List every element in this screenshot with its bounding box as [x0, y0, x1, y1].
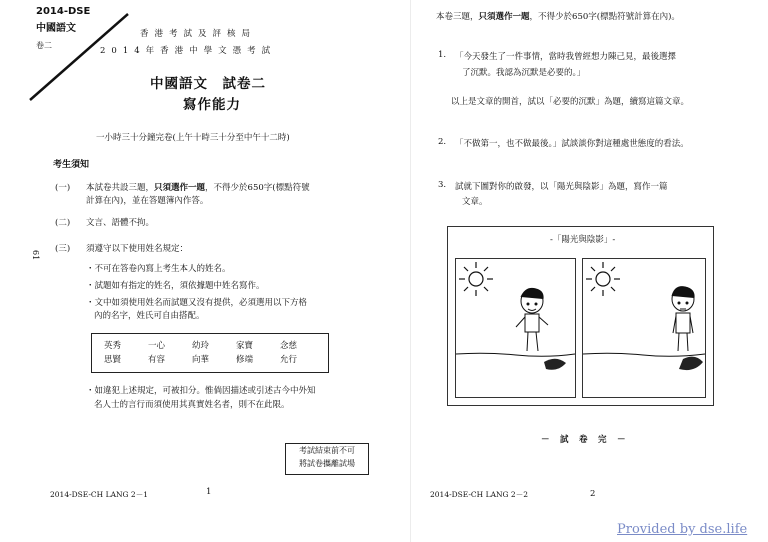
name-item: 有容 [148, 355, 166, 365]
names-grid [104, 339, 326, 365]
provided-by-link[interactable]: Provided by dse.life [617, 522, 748, 537]
shadow-shape [679, 357, 703, 370]
name-item: 一心 [148, 341, 166, 351]
cartoon-panel-sun [455, 258, 576, 398]
penalty-note-text: 如違犯上述規定，可被扣分。惟倘因描述或引述古今中外知 [94, 386, 316, 396]
question-3-line-1: 試就下圖對你的啟發，以「陽光與陰影」為題，寫作一篇 [455, 182, 668, 192]
instruction-1-line-2: 計算在內)，並在答題簿內作答。 [86, 196, 209, 206]
time-info: 一小時三十分鐘完卷(上午十時三十分至中午十二時) [96, 133, 290, 143]
rule-2-text: 試題如有指定的姓名，須依據題中姓名寫作。 [94, 281, 265, 291]
exam-name: 2014年香港中學文憑考試 [100, 46, 277, 56]
stamp-line-2: 將試卷攜離試場 [299, 459, 355, 468]
page-divider [410, 0, 411, 542]
cartoon-sun-scene [456, 259, 575, 397]
question-2-number: 2. [438, 137, 447, 147]
question-1-number: 1. [438, 50, 447, 60]
rule-3-continued: 內的名字，姓氏可自由搭配。 [94, 311, 205, 321]
subject-label: 中國語文 [36, 23, 76, 34]
instruction-3-text: 須遵守以下使用姓名規定： [86, 244, 189, 254]
name-item: 向華 [192, 355, 210, 365]
page-2-number: 2 [590, 489, 596, 499]
rule-2: ・試題如有指定的姓名，須依據題中姓名寫作。 [86, 281, 265, 291]
instruction-2-text: 文言、語體不拘。 [86, 218, 155, 228]
question-2-line-1: 「不做第一，也不做最後。」試談談你對這種處世態度的看法。 [455, 139, 689, 149]
instruction-1-line-1 [86, 181, 310, 193]
page-1-footer-code: 2014-DSE-CH LANG 2－1 [50, 490, 148, 499]
rule-1-text: 不可在答卷內寫上考生本人的姓名。 [94, 264, 231, 274]
paper-label: 卷二 [36, 41, 52, 50]
figure-caption: -「陽光與陰影」- [550, 235, 616, 245]
paper-title: 中國語文 試卷二 [150, 76, 266, 92]
question-3-number: 3. [438, 180, 447, 190]
name-item: 允行 [280, 355, 298, 365]
page-1-number: 1 [206, 487, 212, 497]
instructions-heading: 考生須知 [53, 160, 90, 170]
paper-subtitle: 寫作能力 [183, 97, 241, 113]
cartoon-shadow-scene [583, 259, 705, 397]
stamp-box [285, 443, 369, 475]
name-item: 念慈 [280, 341, 298, 351]
cartoon-panel-shadow [582, 258, 706, 398]
name-item: 家寶 [236, 341, 254, 351]
name-item: 修端 [236, 355, 254, 365]
rule-3-text: 文中如須使用姓名而試題又沒有提供，必須選用以下方格 [94, 298, 308, 308]
stamp-line-1: 考試結束前不可 [299, 446, 355, 455]
happy-child-figure [516, 288, 548, 351]
thoughtful-child-figure [672, 287, 694, 351]
instruction-1-text-pre: 本試卷共設三題， [86, 183, 155, 193]
question-3-line-2: 文章。 [462, 197, 488, 207]
name-item: 幼玲 [192, 341, 210, 351]
exam-year-label: 2014-DSE [36, 6, 91, 17]
rule-3: ・文中如須使用姓名而試題又沒有提供，必須選用以下方格 [86, 298, 308, 308]
penalty-note-line-1: ・如違犯上述規定，可被扣分。惟倘因描述或引述古今中外知 [86, 386, 316, 396]
question-1-line-1: 「今天發生了一件事情，當時我曾經想力陳己見，最後選擇 [455, 52, 677, 62]
sun-icon [459, 262, 493, 296]
instruction-1-number: (一) [55, 183, 71, 193]
instruction-1-text-post: ，不得少於650字(標點符號 [205, 183, 310, 193]
page-2-footer-code: 2014-DSE-CH LANG 2－2 [430, 490, 528, 499]
rule-1: ・不可在答卷內寫上考生本人的姓名。 [86, 264, 231, 274]
ground-line [456, 353, 575, 356]
instruction-2-number: (二) [55, 218, 71, 228]
name-item: 英秀 [104, 341, 122, 351]
instruction-3-number: (三) [55, 244, 71, 254]
ground-line [583, 353, 705, 356]
sun-icon [586, 262, 620, 296]
name-item: 思賢 [104, 355, 122, 365]
shadow-shape [544, 359, 566, 370]
exam-authority: 香港考試及評核局 [140, 29, 257, 39]
instruction-1-text-bold: 只須選作一題 [154, 183, 206, 193]
paper-intro-post: ，不得少於650字(標點符號計算在內)。 [529, 12, 680, 22]
question-1-line-2: 了沉默。我認為沉默是必要的。」 [462, 68, 586, 78]
penalty-note-line-2: 名人士的言行而須使用其真實姓名者，則不在此限。 [94, 400, 290, 410]
paper-intro [436, 10, 680, 22]
end-of-paper-mark: － 試 卷 完 － [541, 435, 627, 445]
question-1-line-3: 以上是文章的開首，試以「必要的沉默」為題，續寫這篇文章。 [451, 97, 690, 107]
paper-intro-bold: 只須選作一題 [478, 12, 530, 22]
side-page-number: 61 [31, 250, 40, 261]
paper-intro-pre: 本卷三題， [436, 12, 479, 22]
